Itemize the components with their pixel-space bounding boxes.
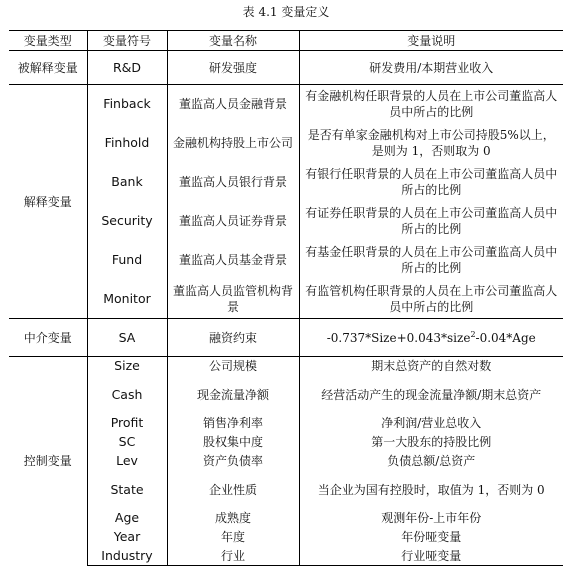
header-variable-symbol: 变量符号 bbox=[87, 31, 167, 51]
group-label-explanatory: 解释变量 bbox=[9, 85, 87, 319]
variable-name: 公司规模 bbox=[167, 357, 299, 376]
formula-exponent: 2 bbox=[470, 329, 476, 339]
table-row bbox=[9, 163, 563, 202]
table-row bbox=[9, 452, 563, 471]
variable-description: 第一大股东的持股比例 bbox=[299, 433, 563, 452]
variable-name: 现金流量净额 bbox=[167, 376, 299, 414]
variable-symbol: Finhold bbox=[104, 135, 150, 150]
table-row bbox=[9, 280, 563, 319]
variable-name: 资产负债率 bbox=[167, 452, 299, 471]
variable-description: 有监管机构任职背景的人员在上市公司董监高人员中所占的比例 bbox=[299, 280, 563, 319]
table-row bbox=[9, 528, 563, 547]
variable-name: 研发强度 bbox=[167, 51, 299, 85]
header-variable-name: 变量名称 bbox=[167, 31, 299, 51]
variable-symbol: State bbox=[110, 481, 144, 497]
variable-description: 观测年份-上市年份 bbox=[299, 509, 563, 528]
table-row bbox=[9, 241, 563, 280]
table-row bbox=[9, 376, 563, 414]
group-label-dependent: 被解释变量 bbox=[9, 51, 87, 85]
variable-description: 是否有单家金融机构对上市公司持股5%以上，是则为 1，否则取为 0 bbox=[299, 124, 563, 163]
variable-symbol: Size bbox=[87, 357, 167, 376]
variable-description bbox=[299, 319, 563, 357]
variable-description: 有银行任职背景的人员在上市公司董监高人员中所占的比例 bbox=[299, 163, 563, 202]
variable-description: 行业哑变量 bbox=[299, 547, 563, 566]
table-row bbox=[9, 509, 563, 528]
variable-symbol: Lev bbox=[116, 453, 138, 468]
variable-name: 董监高人员证券背景 bbox=[167, 202, 299, 241]
variable-symbol: Age bbox=[114, 510, 140, 525]
table-header-row bbox=[9, 31, 563, 51]
variable-description: 经营活动产生的现金流量净额/期末总资产 bbox=[299, 376, 563, 414]
variable-symbol: Finback bbox=[87, 85, 167, 124]
table-row bbox=[9, 471, 563, 509]
variable-name: 企业性质 bbox=[167, 471, 299, 509]
table-caption: 表 4.1 变量定义 bbox=[242, 5, 330, 19]
variable-name: 董监高人员基金背景 bbox=[167, 241, 299, 280]
table-row bbox=[9, 357, 563, 376]
variable-symbol: SC bbox=[118, 434, 136, 449]
table-row bbox=[9, 51, 563, 85]
variable-symbol: Year bbox=[113, 529, 141, 544]
variable-description: 负债总额/总资产 bbox=[299, 452, 563, 471]
variable-symbol: Industry bbox=[87, 547, 167, 566]
variable-definition-table bbox=[9, 30, 563, 566]
variable-symbol: Profit bbox=[110, 415, 144, 430]
variable-symbol: Security bbox=[101, 213, 153, 228]
header-variable-description: 变量说明 bbox=[299, 31, 563, 51]
variable-description: 研发费用/本期营业收入 bbox=[299, 51, 563, 85]
variable-name: 成熟度 bbox=[167, 509, 299, 528]
variable-description: 期末总资产的自然对数 bbox=[299, 357, 563, 376]
header-variable-type: 变量类型 bbox=[9, 31, 87, 51]
table-row bbox=[9, 202, 563, 241]
variable-name: 董监高人员银行背景 bbox=[167, 163, 299, 202]
variable-name: 股权集中度 bbox=[167, 433, 299, 452]
variable-description: 年份哑变量 bbox=[299, 528, 563, 547]
variable-name: 行业 bbox=[167, 547, 299, 566]
group-label-control: 控制变量 bbox=[9, 357, 87, 566]
table-row bbox=[9, 414, 563, 433]
variable-name: 金融机构持股上市公司 bbox=[167, 124, 299, 163]
table-row bbox=[9, 124, 563, 163]
formula-part: -0.04*Age bbox=[475, 330, 536, 345]
variable-symbol: Bank bbox=[111, 174, 143, 189]
table-row bbox=[9, 85, 563, 124]
variable-description: 当企业为国有控股时，取值为 1，否则为 0 bbox=[299, 471, 563, 509]
table-row bbox=[9, 547, 563, 566]
variable-name: 年度 bbox=[167, 528, 299, 547]
formula-part: -0.737*Size+0.043*size bbox=[326, 330, 471, 345]
variable-symbol: SA bbox=[87, 319, 167, 357]
variable-symbol: Monitor bbox=[103, 290, 151, 306]
group-label-mediator: 中介变量 bbox=[9, 319, 87, 357]
variable-name: 销售净利率 bbox=[167, 414, 299, 433]
variable-symbol: Cash bbox=[111, 386, 143, 402]
table-row bbox=[9, 433, 563, 452]
variable-description: 有基金任职背景的人员在上市公司董监高人员中所占的比例 bbox=[299, 241, 563, 280]
variable-description: 有证券任职背景的人员在上市公司董监高人员中所占的比例 bbox=[299, 202, 563, 241]
variable-name: 融资约束 bbox=[167, 319, 299, 357]
variable-symbol: R&D bbox=[87, 51, 167, 85]
variable-symbol: Fund bbox=[111, 252, 143, 267]
variable-description: 有金融机构任职背景的人员在上市公司董监高人员中所占的比例 bbox=[299, 85, 563, 124]
variable-description: 净利润/营业总收入 bbox=[299, 414, 563, 433]
table-row bbox=[9, 319, 563, 357]
variable-name: 董监高人员金融背景 bbox=[167, 85, 299, 124]
variable-name: 董监高人员监管机构背景 bbox=[167, 280, 299, 319]
